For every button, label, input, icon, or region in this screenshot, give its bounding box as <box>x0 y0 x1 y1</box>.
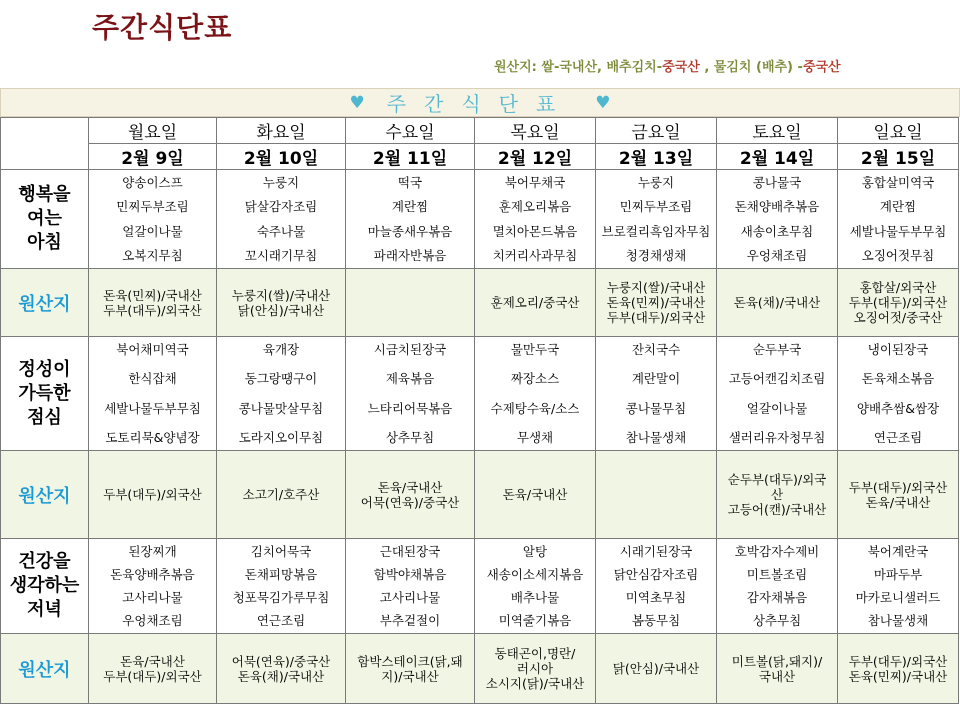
breakfast-origin-row <box>1 269 959 337</box>
menu-item: 계란말이 <box>631 371 681 387</box>
breakfast-items <box>717 172 837 266</box>
breakfast-items <box>475 172 595 266</box>
origin-text: 두부(대두)/외국산 <box>848 295 948 310</box>
menu-item: 떡국 <box>397 175 423 190</box>
lunch-cell <box>89 337 217 451</box>
dinner-label-line: 생각하는 <box>9 575 80 596</box>
dinner-row <box>1 539 959 634</box>
menu-item: 물만두국 <box>510 342 560 357</box>
menu-item: 고등어캔김치조림 <box>728 371 826 387</box>
lunch-origin-cell <box>346 451 475 539</box>
menu-item: 된장찌개 <box>128 544 177 559</box>
dinner-label <box>1 539 89 634</box>
menu-item: 도라지오이무침 <box>238 429 324 445</box>
menu-item: 세발나물두부무침 <box>849 223 947 239</box>
menu-item: 돈육양배추볶음 <box>110 567 195 582</box>
menu-item: 부추겉절이 <box>379 613 441 628</box>
dinner-origin-cell <box>89 634 217 704</box>
menu-item: 양배추쌈&쌈장 <box>856 400 940 416</box>
origin-text: 돈육/국내산 <box>377 479 443 495</box>
menu-item: 북어계란국 <box>867 544 929 559</box>
lunch-origin-cell <box>717 451 838 539</box>
menu-item: 마파두부 <box>873 567 923 582</box>
lunch-items <box>217 339 345 448</box>
menu-item: 제육볶음 <box>385 371 435 387</box>
origin-text: 돈육(채)/국내산 <box>733 295 821 310</box>
lunch-items <box>717 339 837 448</box>
day-date: 2월 14일 <box>717 144 838 170</box>
day-date: 2월 12일 <box>475 144 596 170</box>
page-title: 주간식단표 <box>92 11 233 44</box>
dinner-origin-cell <box>346 634 475 704</box>
origin-text: 산 <box>770 487 784 502</box>
origin-text: 미트볼(닭,돼지)/ <box>731 653 823 669</box>
origin-text: 두부(대두)/외국산 <box>103 487 202 502</box>
lunch-label <box>1 337 89 451</box>
menu-item: 김치어묵국 <box>250 544 312 559</box>
menu-item: 시래기된장국 <box>619 544 693 559</box>
menu-item: 미트볼조림 <box>746 567 808 582</box>
dinner-cell <box>346 539 475 634</box>
menu-item: 마카로니샐러드 <box>855 590 941 605</box>
corner-cell <box>1 118 89 170</box>
menu-item: 북어채미역국 <box>116 342 189 357</box>
menu-item: 콩나물국 <box>752 175 802 190</box>
origin-text: 돈육/국내산 <box>502 487 568 502</box>
dinner-items <box>596 541 716 631</box>
menu-item: 참나물생채 <box>625 429 687 445</box>
lunch-label-line: 점심 <box>27 406 62 428</box>
menu-item: 꼬시래기무침 <box>244 247 318 263</box>
menu-item: 북어무채국 <box>504 175 566 190</box>
dinner-cell <box>475 539 596 634</box>
origin-notice-part4: 중국산 <box>802 60 841 75</box>
menu-item: 돈채양배추볶음 <box>734 199 820 215</box>
origin-text: 닭(안심)/국내산 <box>237 302 325 318</box>
menu-item: 마늘종새우볶음 <box>367 223 453 239</box>
menu-item: 돈채피망볶음 <box>244 567 318 582</box>
day-name: 토요일 <box>717 118 838 144</box>
breakfast-origin-cell <box>838 269 959 337</box>
menu-item: 우엉채조림 <box>122 613 183 628</box>
menu-item: 홍합살미역국 <box>861 175 935 190</box>
dinner-label-line: 건강을 <box>18 551 71 572</box>
origin-notice <box>494 56 841 75</box>
day-header-row <box>1 118 959 144</box>
menu-item: 새송이소세지볶음 <box>486 567 584 582</box>
origin-text: 어묵(연육)/중국산 <box>360 494 460 510</box>
lunch-origin-cell <box>596 451 717 539</box>
dinner-items <box>217 541 345 631</box>
menu-item: 청포묵김가루무침 <box>232 590 330 605</box>
origin-text: 오징어젓/중국산 <box>853 310 943 325</box>
origin-text: 어묵(연육)/중국산 <box>231 653 331 669</box>
dinner-cell <box>596 539 717 634</box>
menu-item: 함박야채볶음 <box>373 567 447 582</box>
menu-item: 숙주나물 <box>256 223 306 239</box>
lunch-items <box>89 339 216 448</box>
breakfast-origin-cell <box>475 269 596 337</box>
origin-text: 소고기/호주산 <box>242 487 320 502</box>
menu-item: 한식잡채 <box>128 371 177 387</box>
origin-text: 훈제오리/중국산 <box>490 295 580 310</box>
menu-item: 얼갈이나물 <box>746 400 808 416</box>
day-date: 2월 10일 <box>217 144 346 170</box>
breakfast-row <box>1 170 959 269</box>
menu-item: 멸치아몬드볶음 <box>492 223 578 239</box>
day-date: 2월 9일 <box>89 144 217 170</box>
heart-icon: ♥ <box>595 92 611 113</box>
origin-text: 돈육(민찌)/국내산 <box>103 287 202 303</box>
breakfast-cell <box>838 170 959 269</box>
breakfast-label-line: 여는 <box>27 208 62 229</box>
menu-item: 청경채생채 <box>625 247 687 263</box>
menu-item: 치커리사과무침 <box>492 247 578 263</box>
lunch-items <box>475 339 595 448</box>
menu-item: 호박감자수제비 <box>734 544 820 559</box>
lunch-origin-cell <box>838 451 959 539</box>
lunch-label-line: 가득한 <box>18 382 71 404</box>
breakfast-items <box>89 172 216 266</box>
day-name: 화요일 <box>217 118 346 144</box>
menu-item: 시금치된장국 <box>373 342 447 357</box>
origin-notice-part3: , 물김치 (배추) - <box>699 60 803 75</box>
day-date: 2월 13일 <box>596 144 717 170</box>
breakfast-items <box>838 172 958 266</box>
date-header-row <box>1 144 959 170</box>
menu-item: 연근조림 <box>256 613 306 628</box>
menu-item: 상추무침 <box>752 613 802 628</box>
breakfast-items <box>217 172 345 266</box>
day-name: 금요일 <box>596 118 717 144</box>
menu-item: 무생채 <box>516 429 554 445</box>
day-name: 목요일 <box>475 118 596 144</box>
menu-item: 닭안심감자조림 <box>613 567 699 582</box>
origin-text: 돈육(민찌)/국내산 <box>848 668 948 684</box>
menu-item: 잔치국수 <box>631 342 681 357</box>
dinner-origin-cell <box>838 634 959 704</box>
dinner-origin-cell <box>596 634 717 704</box>
origin-text: 돈육/국내산 <box>865 494 931 510</box>
origin-text: 두부(대두)/외국산 <box>848 479 948 495</box>
menu-item: 알탕 <box>522 544 548 559</box>
origin-text: 동태곤이,명란/ <box>494 646 576 661</box>
menu-banner <box>0 88 960 117</box>
lunch-cell <box>717 337 838 451</box>
breakfast-origin-cell <box>217 269 346 337</box>
menu-item: 브로컬리흑임자무침 <box>601 223 711 239</box>
menu-item: 배추나물 <box>510 590 560 605</box>
lunch-cell <box>346 337 475 451</box>
breakfast-label-line: 아침 <box>27 232 62 253</box>
heart-icon: ♥ <box>349 92 365 113</box>
origin-text: 소시지(닭)/국내산 <box>485 676 585 691</box>
origin-text: 순두부(대두)/외국 <box>727 472 827 487</box>
menu-item: 짜장소스 <box>510 371 560 387</box>
lunch-cell <box>838 337 959 451</box>
origin-text: 홍합살/외국산 <box>859 280 937 295</box>
menu-item: 샐러리유자청무침 <box>728 429 826 445</box>
menu-item: 양송이스프 <box>122 175 183 190</box>
origin-label: 원산지 <box>1 634 89 704</box>
origin-text: 지)/국내산 <box>381 668 439 684</box>
dinner-items <box>346 541 474 631</box>
dinner-items <box>838 541 958 631</box>
origin-text: 두부(대두)/외국산 <box>103 302 202 318</box>
menu-item: 감자채볶음 <box>746 590 808 605</box>
menu-item: 얼갈이나물 <box>122 223 183 239</box>
lunch-origin-cell <box>217 451 346 539</box>
origin-notice-part2: 중국산 <box>662 60 700 75</box>
menu-item: 콩나물무침 <box>625 400 687 416</box>
menu-item: 오징어젓무침 <box>861 247 935 263</box>
origin-text: 고등어(캔)/국내산 <box>727 502 827 517</box>
menu-item: 근대된장국 <box>379 544 441 559</box>
lunch-origin-cell <box>89 451 217 539</box>
lunch-label-line: 정성이 <box>18 358 71 380</box>
lunch-items <box>838 339 958 448</box>
menu-item: 동그랑땡구이 <box>244 371 318 387</box>
menu-item: 돈육채소볶음 <box>861 371 935 387</box>
menu-item: 도토리묵&양념장 <box>105 429 200 445</box>
origin-text: 닭(안심)/국내산 <box>612 661 700 676</box>
menu-item: 미역줄기볶음 <box>498 613 572 628</box>
dinner-items <box>89 541 216 631</box>
breakfast-origin-cell <box>596 269 717 337</box>
origin-text: 누룽지(쌀)/국내산 <box>606 280 706 295</box>
menu-item: 민찌두부조림 <box>116 199 189 215</box>
breakfast-cell <box>89 170 217 269</box>
menu-item: 미역초무침 <box>625 590 687 605</box>
menu-item: 고사리나물 <box>379 590 441 605</box>
menu-item: 고사리나물 <box>122 590 183 605</box>
origin-label: 원산지 <box>1 269 89 337</box>
dinner-items <box>717 541 837 631</box>
lunch-origin-row <box>1 451 959 539</box>
dinner-cell <box>838 539 959 634</box>
origin-text: 두부(대두)/외국산 <box>848 653 948 669</box>
breakfast-label <box>1 170 89 269</box>
breakfast-cell <box>346 170 475 269</box>
dinner-cell <box>217 539 346 634</box>
menu-item: 계란찜 <box>391 199 429 215</box>
menu-item: 누룽지 <box>637 175 675 190</box>
breakfast-cell <box>475 170 596 269</box>
lunch-items <box>346 339 474 448</box>
origin-text: 러시아 <box>516 661 554 676</box>
lunch-cell <box>596 337 717 451</box>
lunch-origin-cell <box>475 451 596 539</box>
lunch-cell <box>217 337 346 451</box>
menu-item: 계란찜 <box>879 199 917 215</box>
lunch-cell <box>475 337 596 451</box>
breakfast-cell <box>217 170 346 269</box>
lunch-row <box>1 337 959 451</box>
day-date: 2월 11일 <box>346 144 475 170</box>
origin-text: 함박스테이크(닭,돼 <box>357 653 463 669</box>
breakfast-items <box>346 172 474 266</box>
dinner-cell <box>89 539 217 634</box>
breakfast-origin-cell <box>346 269 475 337</box>
menu-item: 봄동무침 <box>631 613 681 628</box>
menu-item: 육개장 <box>262 342 300 357</box>
weekly-menu-table <box>0 117 959 704</box>
menu-item: 닭살감자조림 <box>244 199 318 215</box>
menu-item: 느타리어묵볶음 <box>367 400 453 416</box>
menu-item: 훈제오리볶음 <box>498 199 572 215</box>
day-name: 수요일 <box>346 118 475 144</box>
origin-text: 돈육/국내산 <box>120 653 185 669</box>
menu-item: 연근조림 <box>873 429 923 445</box>
day-date: 2월 15일 <box>838 144 959 170</box>
breakfast-label-line: 행복을 <box>18 184 71 205</box>
dinner-origin-cell <box>717 634 838 704</box>
origin-label: 원산지 <box>1 451 89 539</box>
menu-item: 수제탕수육/소스 <box>490 400 580 416</box>
origin-text: 국내산 <box>758 668 796 684</box>
dinner-origin-cell <box>475 634 596 704</box>
menu-item: 우엉채조림 <box>746 247 808 263</box>
menu-item: 민찌두부조림 <box>619 199 693 215</box>
dinner-label-line: 저녁 <box>27 599 62 620</box>
menu-item: 새송이초무침 <box>740 223 814 239</box>
origin-text: 돈육(채)/국내산 <box>237 668 325 684</box>
menu-item: 참나물생채 <box>867 613 929 628</box>
menu-item: 파래자반볶음 <box>373 247 447 263</box>
breakfast-items <box>596 172 716 266</box>
menu-item: 세발나물두부무침 <box>104 400 201 416</box>
menu-item: 오복지무침 <box>122 247 183 263</box>
menu-item: 누룽지 <box>262 175 300 190</box>
origin-text: 두부(대두)/외국산 <box>103 668 202 684</box>
menu-item: 콩나물맛살무침 <box>238 400 324 416</box>
origin-text: 돈육(민찌)/국내산 <box>606 295 706 310</box>
dinner-origin-cell <box>217 634 346 704</box>
day-name: 일요일 <box>838 118 959 144</box>
lunch-items <box>596 339 716 448</box>
banner-title: 주간식단표 <box>386 92 574 116</box>
breakfast-cell <box>717 170 838 269</box>
menu-item: 상추무침 <box>385 429 435 445</box>
dinner-cell <box>717 539 838 634</box>
origin-notice-part1: 원산지: 쌀-국내산, 배추김치- <box>494 60 663 75</box>
breakfast-cell <box>596 170 717 269</box>
menu-item: 냉이된장국 <box>867 342 929 357</box>
breakfast-origin-cell <box>89 269 217 337</box>
dinner-items <box>475 541 595 631</box>
origin-text: 두부(대두)/외국산 <box>606 310 706 325</box>
menu-item: 순두부국 <box>752 342 802 357</box>
origin-text: 누룽지(쌀)/국내산 <box>231 287 331 303</box>
breakfast-origin-cell <box>717 269 838 337</box>
dinner-origin-row <box>1 634 959 704</box>
day-name: 월요일 <box>89 118 217 144</box>
